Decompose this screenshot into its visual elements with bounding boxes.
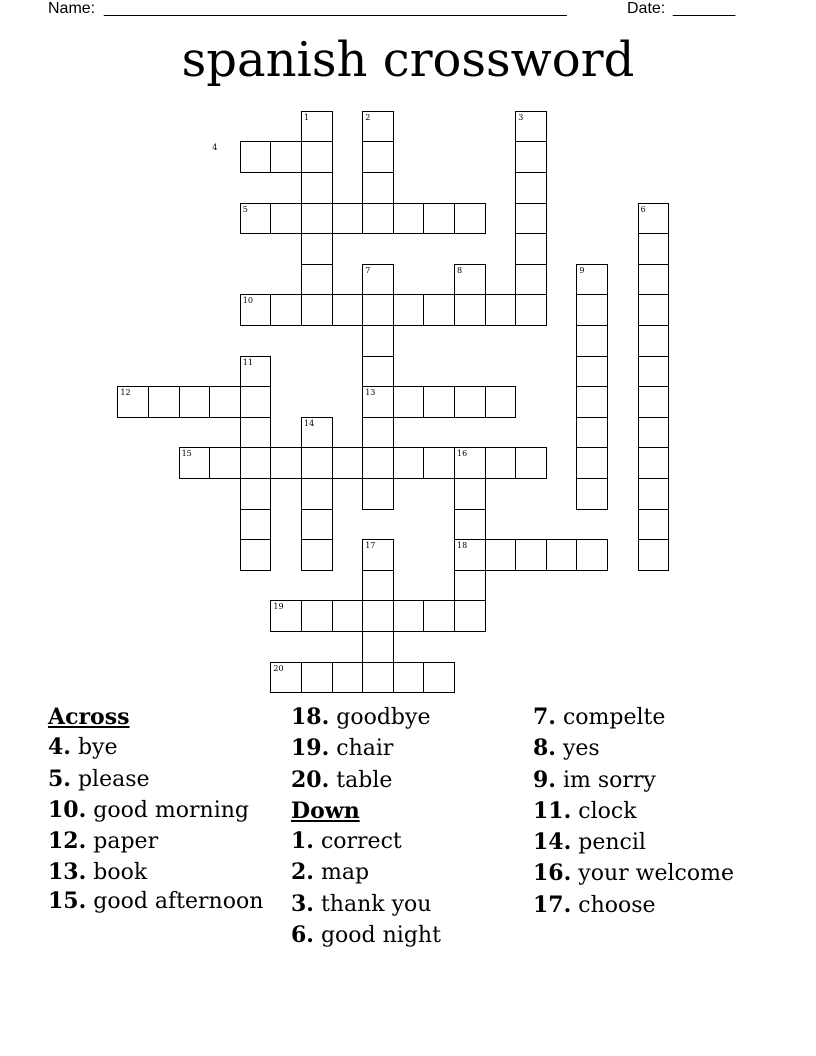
grid-cell[interactable] — [240, 539, 272, 571]
clue-number: 12. — [48, 828, 87, 855]
grid-cell[interactable] — [209, 447, 241, 479]
clue-number: 14. — [533, 829, 572, 856]
grid-cell[interactable] — [362, 141, 394, 173]
grid-cell[interactable] — [270, 203, 302, 235]
clue-text: good morning — [86, 797, 250, 823]
clue-number-label: 20 — [273, 663, 284, 673]
grid-cell[interactable] — [301, 509, 333, 541]
grid-cell[interactable] — [332, 294, 364, 326]
grid-cell[interactable] — [393, 600, 425, 632]
clue-item — [291, 702, 521, 733]
grid-cell[interactable] — [576, 417, 608, 449]
grid-cell[interactable] — [393, 447, 425, 479]
clue-number-label: 18 — [457, 541, 468, 551]
grid-cell[interactable] — [515, 539, 547, 571]
grid-cell[interactable] — [638, 356, 670, 388]
clue-item — [533, 796, 773, 827]
clue-number: 10. — [48, 796, 87, 823]
clue-number-label: 12 — [120, 388, 131, 398]
grid-cell[interactable] — [240, 478, 272, 510]
clue-text: compelte — [555, 705, 666, 730]
grid-cell[interactable] — [332, 662, 364, 694]
grid-cell[interactable] — [209, 386, 241, 418]
grid-cell[interactable] — [638, 233, 670, 265]
grid-cell[interactable] — [301, 141, 333, 173]
grid-cell[interactable] — [515, 141, 547, 173]
grid-cell[interactable] — [362, 203, 394, 235]
grid-cell[interactable] — [576, 294, 608, 326]
clue-column-2 — [291, 702, 521, 951]
grid-cell[interactable] — [332, 203, 364, 235]
clue-number: 7. — [533, 704, 556, 730]
grid-cell[interactable] — [301, 294, 333, 326]
clue-number-label: 3 — [518, 112, 524, 122]
grid-cell[interactable] — [423, 600, 455, 632]
clue-item — [291, 920, 521, 951]
grid-cell[interactable] — [423, 386, 455, 418]
clue-item — [48, 826, 278, 857]
grid-cell[interactable] — [270, 447, 302, 479]
grid-cell[interactable] — [362, 417, 394, 449]
date-blank[interactable]: _______ — [673, 0, 736, 17]
clue-item — [291, 857, 521, 888]
clue-number-label: 15 — [181, 449, 192, 459]
clue-number-label: 14 — [304, 418, 315, 428]
grid-cell[interactable] — [362, 172, 394, 204]
grid-cell[interactable] — [240, 386, 272, 418]
clue-text: good night — [313, 923, 441, 949]
clue-item — [533, 858, 773, 889]
grid-cell[interactable] — [179, 386, 211, 418]
grid-cell[interactable] — [270, 141, 302, 173]
grid-cell[interactable] — [362, 570, 394, 602]
grid-cell[interactable] — [576, 386, 608, 418]
grid-cell[interactable] — [515, 264, 547, 296]
clue-text: im sorry — [555, 767, 656, 793]
grid-cell[interactable] — [362, 294, 394, 326]
clue-text: your welcome — [571, 861, 734, 887]
clue-item — [291, 733, 521, 764]
grid-cell[interactable] — [423, 294, 455, 326]
grid-cell[interactable] — [393, 203, 425, 235]
grid-cell[interactable] — [301, 233, 333, 265]
clue-text: book — [86, 860, 148, 886]
grid-cell[interactable] — [576, 325, 608, 357]
clue-number: 20. — [291, 766, 330, 793]
clue-text: yes — [555, 736, 600, 762]
clue-number-label: 9 — [579, 265, 585, 275]
grid-cell[interactable] — [332, 447, 364, 479]
grid-cell[interactable] — [454, 570, 486, 602]
clue-number-label: 7 — [365, 265, 371, 275]
grid-cell[interactable] — [301, 447, 333, 479]
grid-cell[interactable] — [301, 172, 333, 204]
grid-cell[interactable] — [362, 447, 394, 479]
grid-cell[interactable] — [454, 294, 486, 326]
grid-cell[interactable] — [148, 386, 180, 418]
grid-cell[interactable] — [423, 662, 455, 694]
clue-text: map — [313, 860, 370, 886]
clue-number: 1. — [291, 828, 314, 855]
grid-cell[interactable] — [638, 478, 670, 510]
clue-number: 6. — [291, 922, 314, 949]
clue-item — [48, 732, 278, 763]
grid-cell[interactable] — [638, 325, 670, 357]
grid-cell[interactable] — [638, 264, 670, 296]
clue-text: correct — [313, 829, 402, 855]
clue-item — [291, 765, 521, 796]
grid-cell[interactable] — [393, 294, 425, 326]
date-label: Date: — [627, 0, 666, 17]
clue-number: 4. — [48, 734, 71, 761]
clue-number: 16. — [533, 860, 572, 887]
clue-item — [533, 827, 773, 858]
grid-cell[interactable] — [393, 386, 425, 418]
grid-cell[interactable] — [546, 539, 578, 571]
grid-cell[interactable] — [362, 478, 394, 510]
clue-number: 17. — [533, 891, 572, 918]
clue-number-label: 16 — [457, 449, 468, 459]
grid-cell[interactable] — [454, 386, 486, 418]
grid-cell[interactable] — [240, 447, 272, 479]
grid-cell[interactable] — [393, 662, 425, 694]
clue-text: paper — [86, 829, 159, 855]
clue-number: 18. — [291, 704, 330, 730]
grid-cell[interactable] — [270, 294, 302, 326]
name-blank[interactable]: ____________________________________________________ — [104, 0, 567, 17]
clue-item — [533, 733, 773, 764]
grid-cell[interactable] — [362, 325, 394, 357]
clue-item — [533, 702, 773, 733]
grid-cell[interactable] — [454, 478, 486, 510]
grid-cell[interactable] — [301, 662, 333, 694]
grid-cell[interactable] — [515, 172, 547, 204]
clue-number-label: 17 — [365, 541, 376, 551]
clue-text: bye — [70, 735, 118, 761]
down-heading: Down — [291, 797, 360, 824]
grid-cell[interactable] — [301, 264, 333, 296]
clue-number: 19. — [291, 735, 330, 762]
clue-number: 13. — [48, 859, 87, 886]
grid-cell[interactable] — [576, 539, 608, 571]
clue-item — [533, 890, 773, 921]
clue-text: please — [70, 766, 150, 792]
clue-number: 11. — [533, 797, 572, 824]
clue-text: table — [329, 767, 393, 793]
clue-column-1 — [48, 702, 278, 919]
clue-number-label: 19 — [273, 602, 284, 612]
grid-cell[interactable] — [485, 294, 517, 326]
clue-text: choose — [571, 892, 656, 918]
grid-cell[interactable] — [240, 509, 272, 541]
grid-cell[interactable] — [638, 509, 670, 541]
clue-number-label: 6 — [640, 204, 646, 214]
clue-item — [48, 857, 278, 888]
clue-item — [48, 764, 278, 795]
clue-text: thank you — [313, 891, 432, 917]
clue-number: 15. — [48, 887, 87, 914]
grid-cell[interactable] — [638, 539, 670, 571]
grid-cell[interactable] — [362, 600, 394, 632]
grid-cell[interactable] — [301, 478, 333, 510]
grid-cell[interactable] — [485, 447, 517, 479]
grid-cell[interactable] — [515, 294, 547, 326]
grid-cell[interactable] — [515, 203, 547, 235]
clue-item — [533, 765, 773, 796]
clue-number-label: 8 — [457, 265, 463, 275]
grid-cell[interactable] — [362, 631, 394, 663]
grid-cell[interactable] — [485, 539, 517, 571]
grid-cell[interactable] — [576, 478, 608, 510]
clue-number-label: 13 — [365, 388, 376, 398]
grid-cell[interactable] — [301, 600, 333, 632]
name-label: Name: — [48, 0, 96, 17]
clue-number-label: 11 — [242, 357, 253, 367]
grid-cell[interactable] — [301, 539, 333, 571]
clue-item — [48, 889, 278, 914]
page-title: spanish crossword — [181, 32, 635, 88]
grid-cell[interactable] — [332, 600, 364, 632]
clue-number-label: 2 — [365, 112, 371, 122]
grid-cell[interactable] — [638, 386, 670, 418]
grid-cell[interactable] — [423, 203, 455, 235]
grid-cell[interactable] — [515, 447, 547, 479]
grid-cell[interactable] — [454, 509, 486, 541]
clue-number: 2. — [291, 859, 314, 886]
grid-cell[interactable] — [638, 417, 670, 449]
clue-text: clock — [571, 798, 637, 824]
clue-text: pencil — [571, 830, 646, 856]
clue-item — [291, 826, 521, 857]
grid-cell[interactable] — [454, 203, 486, 235]
grid-cell[interactable] — [576, 356, 608, 388]
grid-cell[interactable] — [423, 447, 455, 479]
grid-cell[interactable] — [240, 417, 272, 449]
clue-text: goodbye — [329, 705, 431, 730]
clue-number: 9. — [533, 766, 556, 793]
grid-cell[interactable] — [240, 141, 272, 173]
grid-cell[interactable] — [301, 203, 333, 235]
grid-cell[interactable] — [638, 447, 670, 479]
clue-number-label: 5 — [242, 204, 248, 214]
clue-number: 3. — [291, 890, 314, 917]
grid-cell[interactable] — [485, 386, 517, 418]
clue-number-label: 10 — [242, 296, 253, 306]
grid-cell[interactable] — [362, 662, 394, 694]
grid-cell[interactable] — [638, 294, 670, 326]
clue-item — [48, 795, 278, 826]
grid-cell[interactable] — [362, 356, 394, 388]
across-heading: Across — [48, 704, 130, 730]
clue-text: good afternoon — [86, 888, 264, 914]
clue-number-label: 1 — [304, 112, 310, 122]
clue-number: 5. — [48, 765, 71, 792]
clue-item — [291, 889, 521, 920]
clue-text: chair — [329, 736, 394, 762]
clue-number: 8. — [533, 735, 556, 762]
clue-column-3 — [533, 702, 773, 921]
grid-cell[interactable] — [576, 447, 608, 479]
grid-cell[interactable] — [515, 233, 547, 265]
grid-cell[interactable] — [454, 600, 486, 632]
clue-number-label: 4 — [212, 143, 218, 153]
